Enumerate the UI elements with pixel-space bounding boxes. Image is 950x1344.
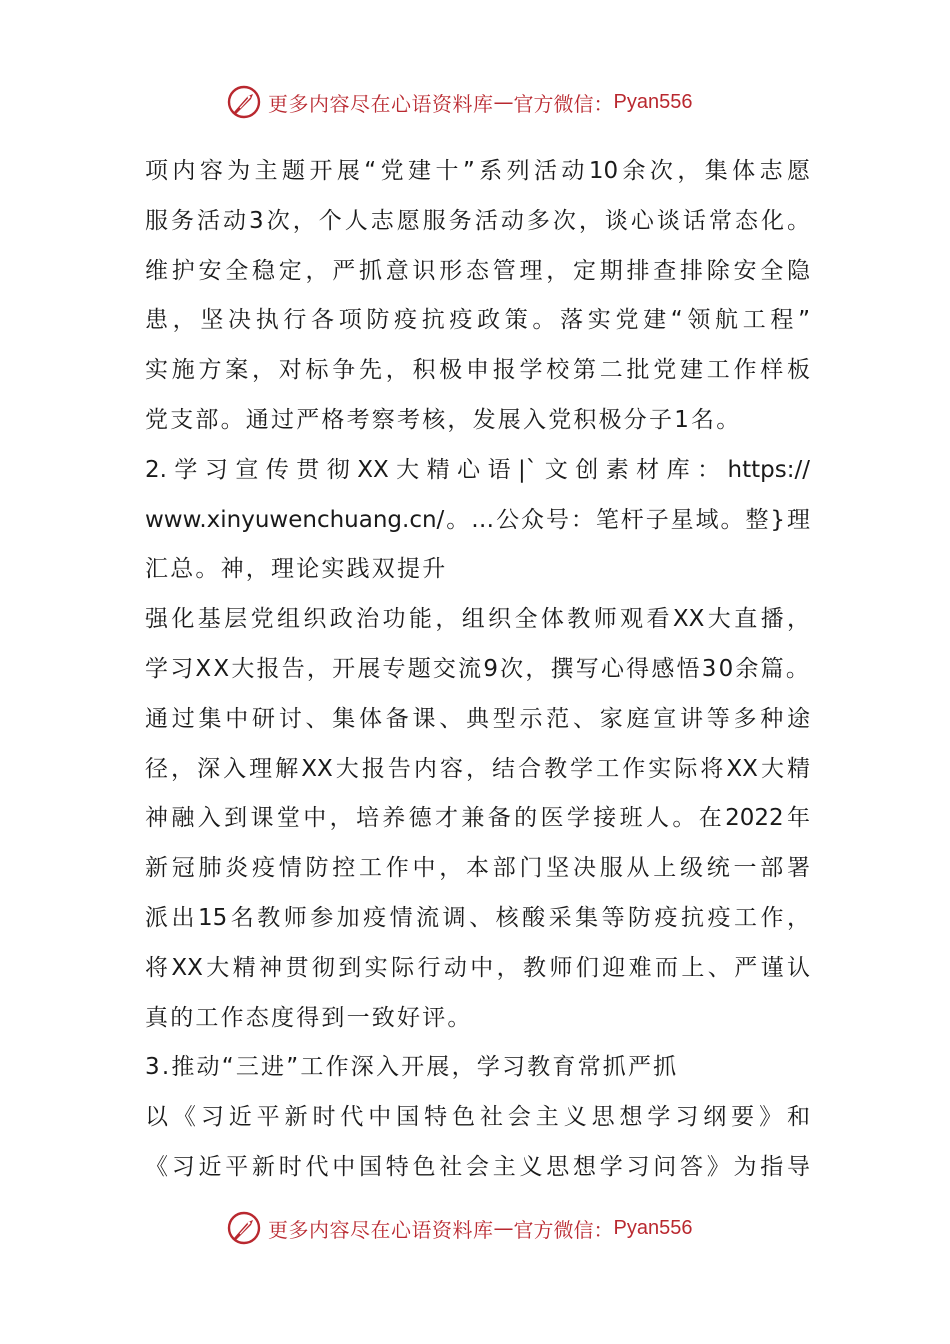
body-line: 以《习近平新时代中国特色社会主义思想学习纲要》和 [145, 1104, 810, 1131]
footer-banner [226, 1208, 692, 1248]
footer-separator: — [493, 1216, 514, 1240]
body-line: 派出15名教师参加疫情流调、核酸采集等防疫抗疫工作， [145, 904, 810, 931]
body-line: 学习XX大报告，开展专题交流9次，撰写心得感悟30余篇。 [145, 655, 812, 682]
body-line: 真的工作态度得到一致好评。 [145, 1004, 473, 1031]
footer-wechat-id: Pyan556 [613, 1216, 693, 1239]
header-banner [226, 82, 692, 122]
body-line: 《习近平新时代中国特色社会主义思想学习问答》为指导 [145, 1153, 810, 1180]
header-site-text: 更多内容尽在心语资料库 [268, 91, 494, 116]
body-line: 径，深入理解XX大报告内容，结合教学工作实际将XX大精 [145, 755, 810, 782]
body-line: 患，坚决执行各项防疫抗疫政策。落实党建“领航工程” [145, 307, 810, 334]
footer-site-text: 更多内容尽在心语资料库 [268, 1217, 494, 1242]
header-separator: — [493, 90, 514, 114]
body-line: 汇总。神，理论实践双提升 [145, 556, 448, 583]
body-line: 通过集中研讨、集体备课、典型示范、家庭宣讲等多种途 [145, 705, 810, 732]
body-line: 党支部。通过严格考察考核，发展入党积极分子1名。 [145, 406, 742, 433]
pen-nib-logo-icon [226, 84, 262, 120]
body-line: 服务活动3次，个人志愿服务活动多次，谈心谈话常态化。 [145, 207, 810, 234]
body-line: 新冠肺炎疫情防控工作中，本部门坚决服从上级统一部署 [145, 855, 810, 882]
body-line: 维护安全稳定，严抓意识形态管理，定期排查排除安全隐 [145, 257, 810, 284]
section-heading: 3.推动“三进”工作深入开展，学习教育常抓严抓 [145, 1054, 679, 1081]
body-line: 强化基层党组织政治功能，组织全体教师观看XX大直播， [145, 606, 810, 633]
header-official-label: 官方微信： [513, 91, 614, 116]
body-line: www.xinyuwenchuang.cn/。…公众号：笔杆子星域。整}理 [145, 506, 810, 533]
document-body [145, 147, 810, 1193]
footer-official-label: 官方微信： [513, 1217, 614, 1242]
body-line: 2.学习宣传贯彻XX大精心语|`文创素材库：https:// [145, 456, 810, 483]
body-line: 将XX大精神贯彻到实际行动中，教师们迎难而上、严谨认 [145, 954, 810, 981]
body-line: 实施方案，对标争先，积极申报学校第二批党建工作样板 [145, 357, 810, 384]
pen-nib-logo-icon [226, 1210, 262, 1246]
body-line: 神融入到课堂中，培养德才兼备的医学接班人。在2022年 [145, 805, 810, 832]
header-wechat-id: Pyan556 [613, 90, 693, 113]
body-line: 项内容为主题开展“党建十”系列活动10余次，集体志愿 [145, 158, 810, 184]
